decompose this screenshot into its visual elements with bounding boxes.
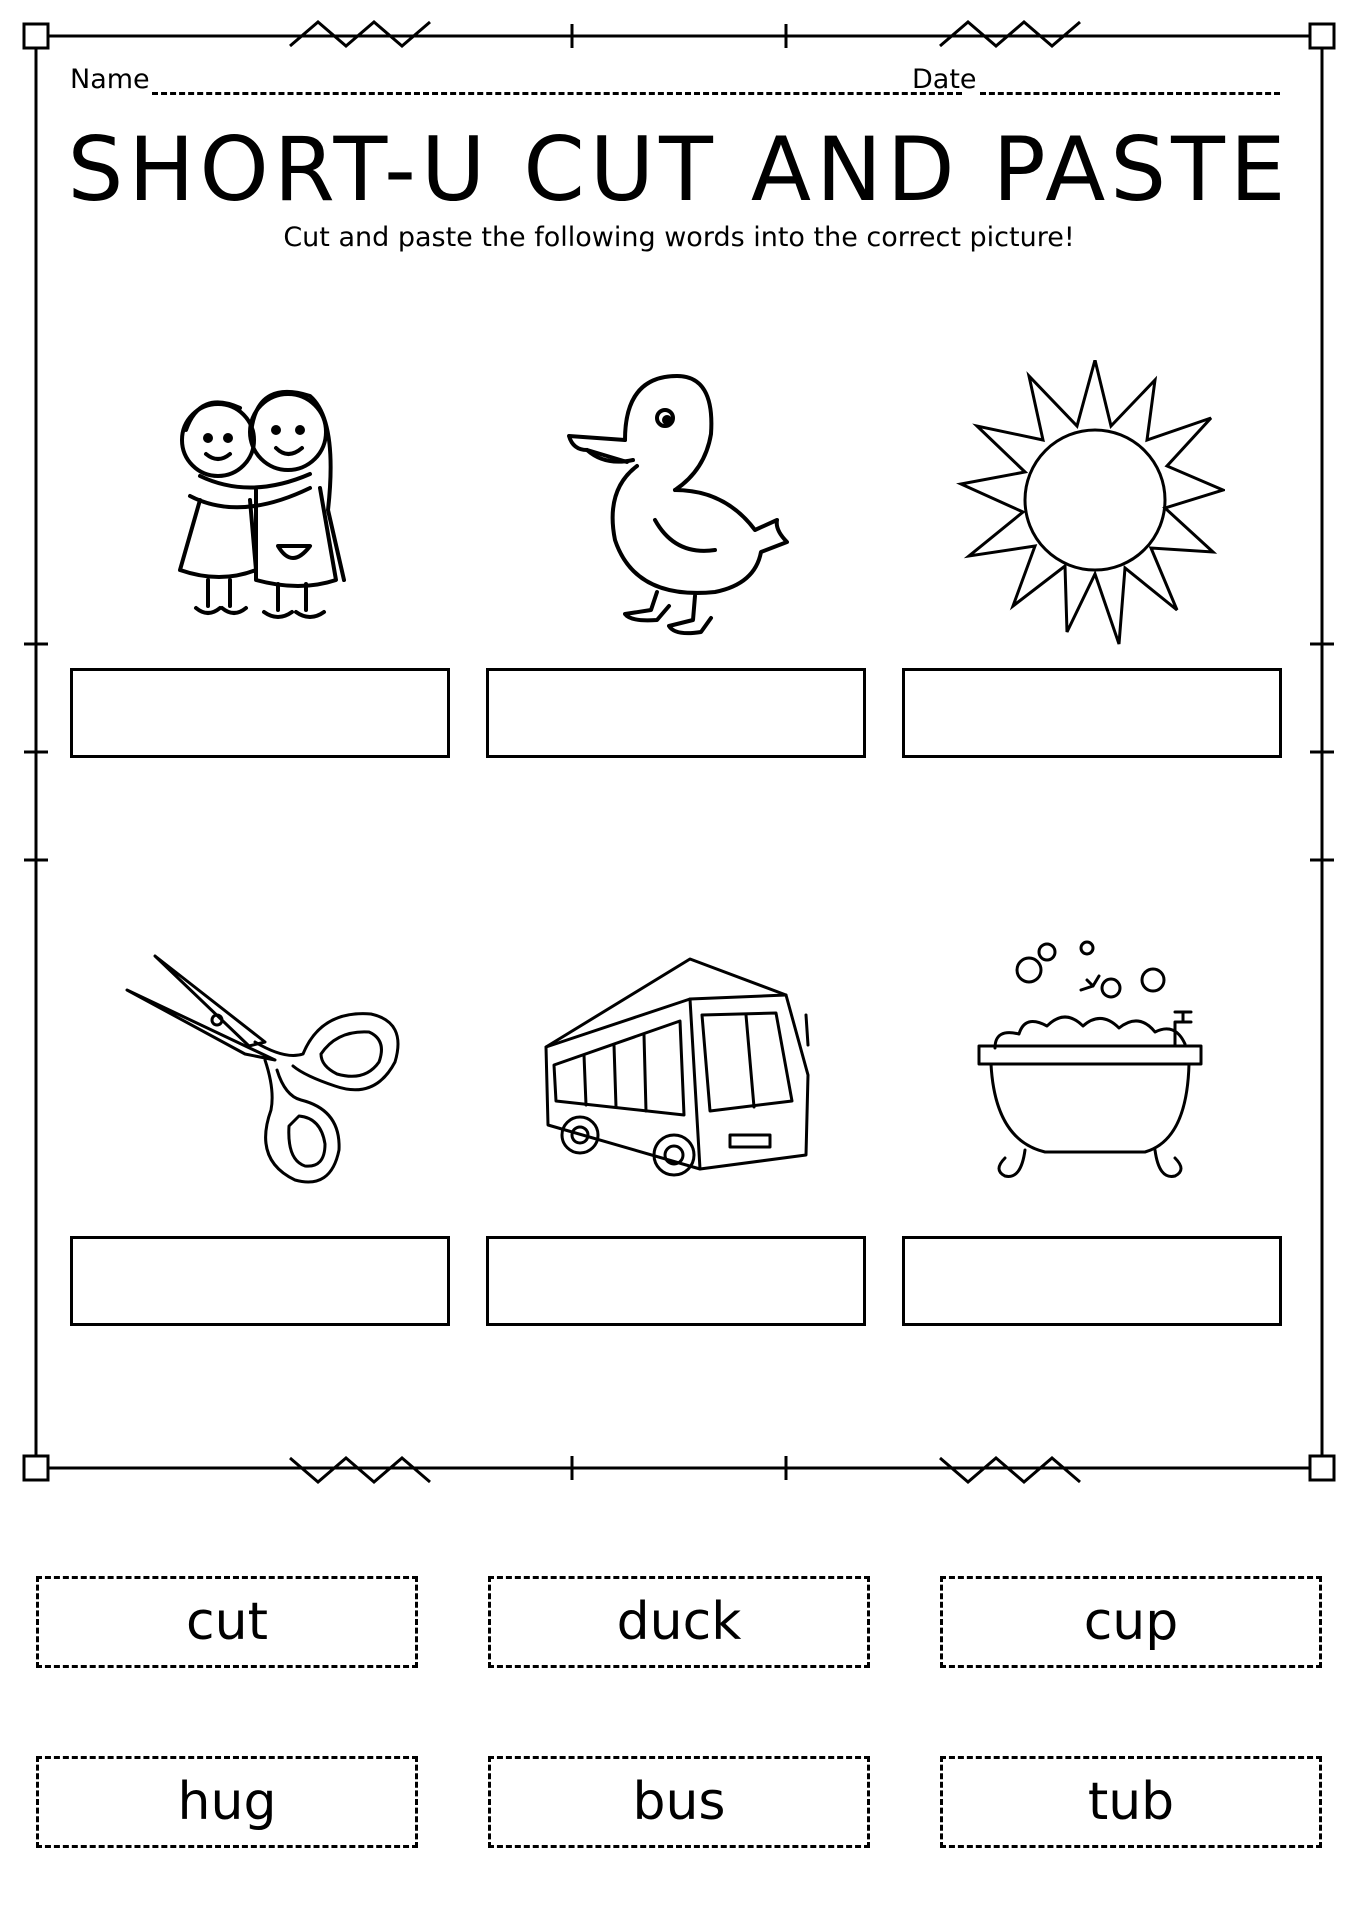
worksheet-title: SHORT-U CUT AND PASTE [67,118,1291,221]
word-card-duck[interactable]: duck [488,1576,870,1668]
answer-box-3[interactable] [902,668,1282,758]
date-field[interactable] [980,92,1280,95]
word-card-hug[interactable]: hug [36,1756,418,1848]
word-card-tub[interactable]: tub [940,1756,1322,1848]
sun-icon [955,360,1225,650]
scissors-icon [125,950,405,1190]
date-label: Date [912,64,977,95]
word-card-bus[interactable]: bus [488,1756,870,1848]
instructions: Cut and paste the following words into the correct picture! [283,222,1075,253]
name-date-row [70,62,1290,102]
duck-icon [565,370,795,640]
answer-box-2[interactable] [486,668,866,758]
name-label: Name [70,64,150,95]
answer-box-6[interactable] [902,1236,1282,1326]
hugging-girls-icon [160,370,370,630]
name-field[interactable] [152,92,962,95]
bathtub-icon [975,940,1215,1200]
answer-box-1[interactable] [70,668,450,758]
answer-box-4[interactable] [70,1236,450,1326]
bus-icon [540,955,820,1185]
word-card-cut[interactable]: cut [36,1576,418,1668]
word-card-cup[interactable]: cup [940,1576,1322,1668]
answer-box-5[interactable] [486,1236,866,1326]
